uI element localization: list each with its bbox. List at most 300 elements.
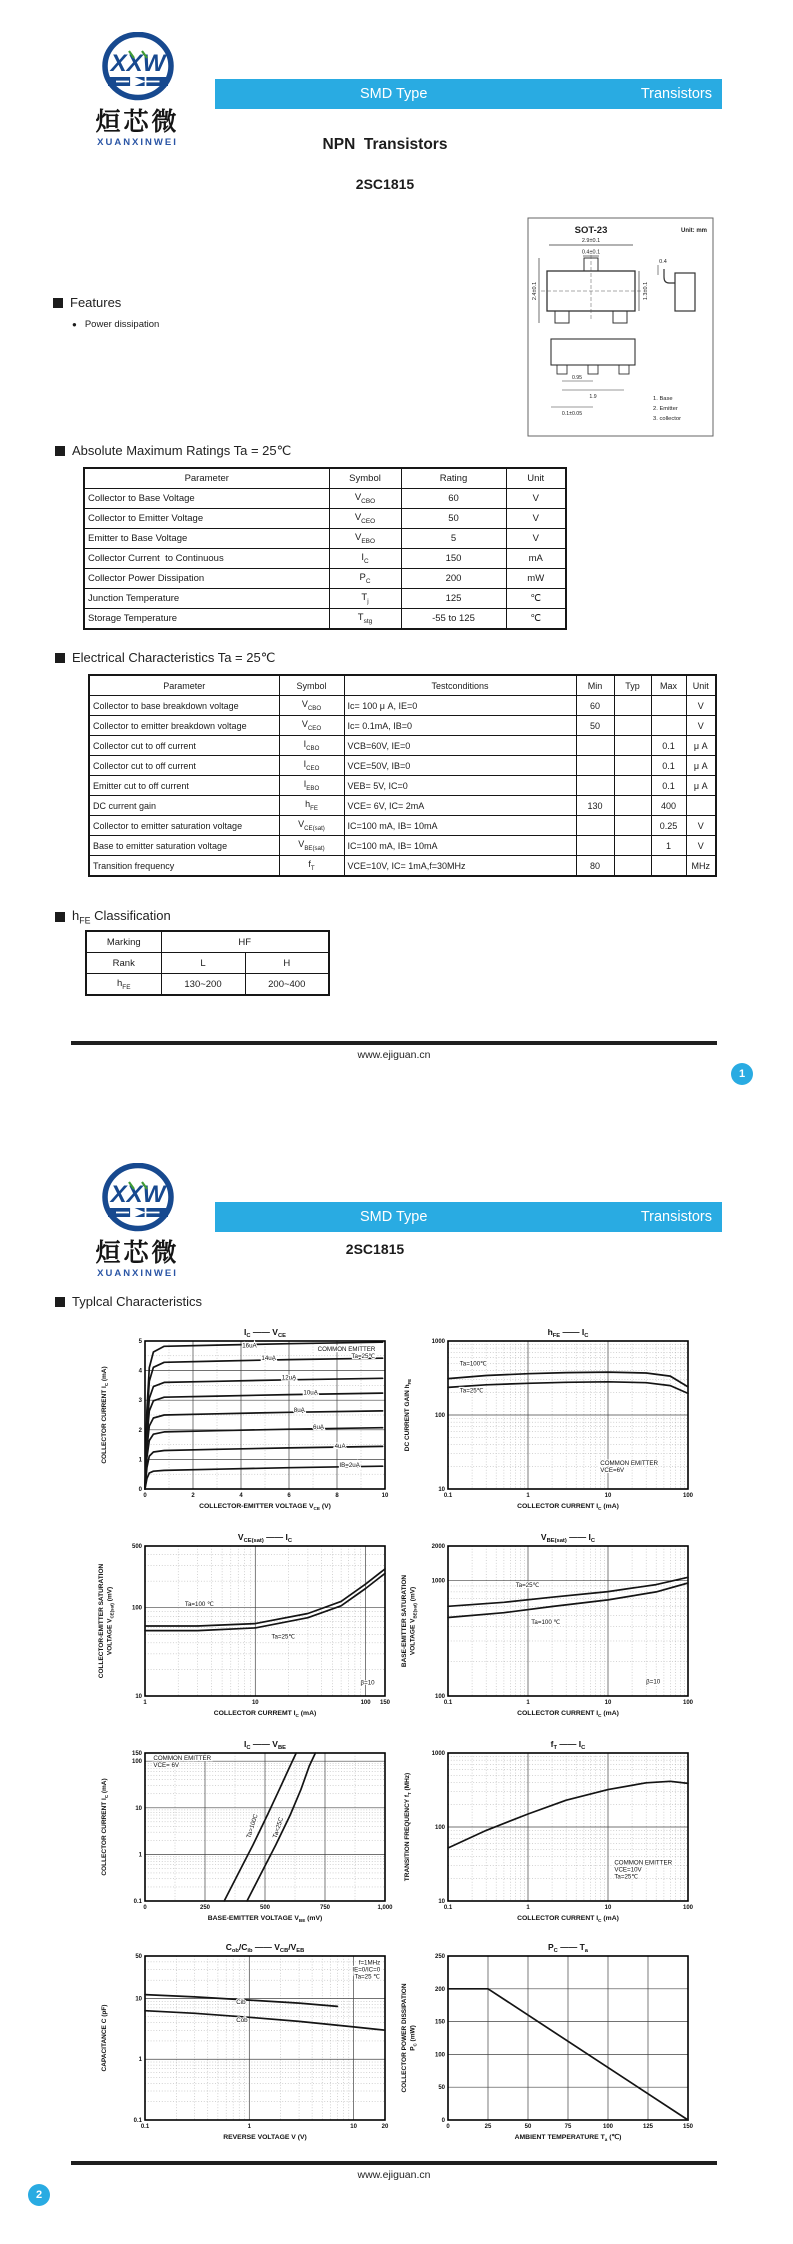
chart-annotation: f=1MHz IE=0/IC=0 Ta=25 ℃	[352, 1959, 381, 1981]
chart-dc-current-gain	[398, 1325, 698, 1521]
cell-rating: 60	[401, 489, 506, 509]
col-unit: Unit	[686, 675, 716, 696]
svg-text:100: 100	[131, 1759, 142, 1766]
svg-text:COLLECTOR CURRENT IC (mA): COLLECTOR CURRENT $I_C$ (mA)	[517, 1915, 619, 1923]
package-unit: Unit: mm	[681, 228, 707, 234]
svg-text:PC (mW): $P_C$ (mW)	[409, 2025, 418, 2051]
svg-text:100: 100	[434, 2052, 445, 2059]
chart-vce-saturation	[95, 1530, 395, 1728]
cell-typ	[614, 736, 651, 756]
cell-typ	[614, 696, 651, 716]
series-IB=10uA	[145, 1393, 383, 1489]
cell-unit: μ A	[686, 776, 716, 796]
cell-typ	[614, 836, 651, 856]
svg-text:1: 1	[138, 1457, 142, 1464]
chart-annotation: 8uA	[293, 1407, 305, 1415]
cell-symbol: $V_{CBO}$	[279, 696, 344, 716]
table-row	[89, 816, 716, 836]
cell-min	[576, 836, 614, 856]
abs-max-table	[83, 467, 567, 630]
svg-text:BASE-EMITTER SATURATION: BASE-EMITTER SATURATION	[401, 1574, 408, 1668]
svg-text:10: 10	[135, 1694, 142, 1700]
cell-unit: V	[686, 716, 716, 736]
cell-unit: μ A	[686, 756, 716, 776]
chart-transfer-characteristics	[95, 1737, 395, 1933]
cell-symbol: $I_C$	[329, 549, 401, 569]
table-row	[89, 756, 716, 776]
svg-text:500: 500	[131, 1544, 142, 1550]
svg-text:0: 0	[446, 2124, 450, 2130]
brand-name-cn: 烜芯微	[95, 1239, 180, 1267]
dim-lead: 0.4	[659, 259, 667, 265]
table-row	[84, 489, 566, 509]
svg-text:150: 150	[682, 2124, 694, 2130]
cell-min: 130	[576, 796, 614, 816]
electrical-table	[88, 674, 717, 877]
pin3-label: 3. collector	[653, 416, 682, 422]
chart-annotation: Ta=25C	[271, 1816, 286, 1840]
cell-symbol: $V_{EBO}$	[329, 529, 401, 549]
svg-text:10: 10	[604, 1700, 612, 1706]
cell-max	[651, 716, 686, 736]
table-row	[89, 856, 716, 877]
svg-text:IC —— VBE: $I_C$ —— $V_{BE}$	[244, 1739, 286, 1751]
table-row	[86, 931, 329, 953]
page-number-badge: 2	[28, 2184, 50, 2206]
col-symbol: Symbol	[329, 468, 401, 489]
cell-unit: ℃	[506, 589, 566, 609]
svg-text:20: 20	[381, 2124, 389, 2130]
cell-unit: V	[686, 816, 716, 836]
svg-text:25: 25	[484, 2124, 492, 2130]
brand-logo-icon	[100, 1163, 176, 1235]
chart-annotation: COMMON EMITTER VCE=6V	[600, 1460, 658, 1475]
svg-text:1: 1	[526, 1700, 530, 1706]
svg-text:1,000: 1,000	[377, 1905, 393, 1911]
cell-rating: 200	[401, 569, 506, 589]
chart-annotation: COMMON EMITTER Ta=25℃	[317, 1346, 376, 1361]
svg-text:10: 10	[604, 1493, 612, 1499]
svg-text:10: 10	[135, 1996, 142, 2003]
cell-test: VCE=50V, IB=0	[344, 756, 576, 776]
svg-text:VCE(sat) —— IC: $V_{CE(sat)}$ —— $I_C$	[237, 1532, 293, 1544]
cell-max: 0.1	[651, 756, 686, 776]
footer-website-link[interactable]: www.ejiguan.cn	[357, 1049, 431, 1061]
svg-text:0.1: 0.1	[133, 1899, 142, 1905]
cell-symbol: $f_T$	[279, 856, 344, 877]
cell-param: Collector cut to off current	[89, 756, 279, 776]
svg-text:250: 250	[434, 1954, 445, 1960]
svg-text:COLLECTOR-EMITTER SATURATION: COLLECTOR-EMITTER SATURATION	[98, 1563, 105, 1679]
col-min: Min	[576, 675, 614, 696]
chart-power-derating	[398, 1940, 698, 2152]
cell-test: Ic= 0.1mA, IB=0	[344, 716, 576, 736]
svg-text:COLLECTOR CURRENT IC (mA): COLLECTOR CURRENT $I_C$ (mA)	[101, 1778, 109, 1876]
package-name: SOT-23	[574, 225, 608, 236]
svg-text:0.1: 0.1	[140, 2124, 150, 2130]
cell-symbol: $I_{CEO}$	[279, 756, 344, 776]
typical-heading: Typlcal Characteristics	[55, 1294, 202, 1309]
dim-pin-width: 0.4±0.1	[581, 249, 601, 256]
cell-test: IC=100 mA, IB= 10mA	[344, 816, 576, 836]
cell-rating: 5	[401, 529, 506, 549]
cell-symbol: $V_{CEO}$	[329, 509, 401, 529]
svg-text:COLLECTOR CURRENT IC (mA): COLLECTOR CURRENT $I_C$ (mA)	[517, 1710, 619, 1718]
svg-text:75: 75	[564, 2124, 572, 2130]
chart-annotation: Ta=100℃	[459, 1360, 488, 1368]
svg-text:3: 3	[138, 1398, 142, 1405]
svg-text:2: 2	[138, 1427, 142, 1434]
chart-annotation: Ta=100C	[245, 1813, 260, 1840]
cell-unit	[686, 796, 716, 816]
svg-text:1000: 1000	[431, 1751, 445, 1757]
svg-text:10: 10	[604, 1905, 612, 1911]
chart-annotation: IB=2uA	[339, 1462, 360, 1470]
chart-output-characteristics	[95, 1325, 395, 1521]
svg-text:100: 100	[682, 1905, 694, 1911]
svg-text:1: 1	[138, 2057, 142, 2064]
brand-name-en: XUANXINWEI	[97, 1268, 178, 1279]
svg-text:10: 10	[350, 2124, 357, 2130]
chart-annotation: 6uA	[313, 1424, 325, 1432]
svg-text:1000: 1000	[431, 1339, 445, 1345]
chart-annotation: Cib	[236, 1999, 246, 2007]
cell-unit: ℃	[506, 609, 566, 630]
cell-max	[651, 856, 686, 877]
svg-text:10: 10	[251, 1700, 259, 1706]
svg-text:10: 10	[438, 1487, 445, 1493]
section-marker-icon	[53, 298, 63, 308]
title-bar	[215, 1202, 722, 1232]
cell-typ	[614, 796, 651, 816]
svg-text:150: 150	[379, 1700, 391, 1706]
cell-param: Junction Temperature	[84, 589, 329, 609]
svg-text:VBE(sat) —— IC: $V_{BE(sat)}$ —— $I_C$	[540, 1532, 596, 1544]
cell-rating: 50	[401, 509, 506, 529]
cell-symbol: $I_{EBO}$	[279, 776, 344, 796]
bullet-icon: ●	[72, 320, 77, 329]
pin2-label: 2. Emitter	[653, 406, 678, 412]
col-unit: Unit	[506, 468, 566, 489]
table-row	[84, 529, 566, 549]
cell-param: Collector to emitter saturation voltage	[89, 816, 279, 836]
cell-rank-label: Rank	[86, 953, 161, 974]
col-max: Max	[651, 675, 686, 696]
cell-min	[576, 816, 614, 836]
dim-standoff: 0.1±0.05	[561, 411, 583, 417]
series-IB=2uA	[145, 1466, 383, 1489]
svg-text:100: 100	[682, 1700, 694, 1706]
svg-text:COLLECTOR CURRENT IC (mA): COLLECTOR CURRENT $I_C$ (mA)	[517, 1503, 619, 1511]
svg-text:PC —— Ta: $P_C$ —— $T_a$	[548, 1942, 588, 1954]
svg-text:1: 1	[143, 1700, 147, 1706]
cell-param: Collector to Emitter Voltage	[84, 509, 329, 529]
doc-title-npn: NPN Transistors	[322, 136, 448, 153]
chart-annotation: 4uA	[334, 1443, 346, 1451]
cell-min	[576, 756, 614, 776]
svg-text:125: 125	[642, 2124, 654, 2130]
svg-text:0: 0	[143, 1905, 147, 1911]
svg-text:1: 1	[138, 1852, 142, 1859]
chart-annotation: 12uA	[281, 1374, 297, 1382]
table-row	[84, 569, 566, 589]
cell-symbol: $I_{CBO}$	[279, 736, 344, 756]
table-row	[89, 836, 716, 856]
col-parameter: Parameter	[89, 675, 279, 696]
hfe-class-heading: $h_{FE}$ Classification	[55, 908, 171, 926]
cell-symbol: $V_{CBO}$	[329, 489, 401, 509]
svg-text:0: 0	[441, 2118, 445, 2124]
svg-text:10: 10	[135, 1805, 142, 1812]
cell-symbol: $T_{stg}$	[329, 609, 401, 630]
cell-unit: V	[686, 836, 716, 856]
table-row	[84, 549, 566, 569]
title-bar-transistors: Transistors	[640, 86, 712, 102]
col-rating: Rating	[401, 468, 506, 489]
svg-text:10: 10	[381, 1493, 389, 1499]
cell-param: DC current gain	[89, 796, 279, 816]
cell-unit: V	[506, 489, 566, 509]
cell-symbol: $h_{FE}$	[279, 796, 344, 816]
cell-max: 0.1	[651, 736, 686, 756]
svg-text:1: 1	[526, 1905, 530, 1911]
cell-max: 400	[651, 796, 686, 816]
col-testconditions: Testconditions	[344, 675, 576, 696]
brand-name-en: XUANXINWEI	[97, 137, 178, 148]
cell-rating: 125	[401, 589, 506, 609]
cell-unit: μ A	[686, 736, 716, 756]
cell-param: Collector Power Dissipation	[84, 569, 329, 589]
svg-text:0: 0	[138, 1487, 142, 1493]
cell-rating: 150	[401, 549, 506, 569]
svg-text:DC CURRENT GAIN hFE: DC CURRENT GAIN $h_{FE}$	[404, 1378, 412, 1452]
svg-text:150: 150	[131, 1751, 142, 1757]
cell-max: 1	[651, 836, 686, 856]
svg-text:BASE-EMITTER VOLTAGE VBE (: BASE-EMITTER VOLTAGE $V_{BE}$ (mV)	[207, 1915, 323, 1923]
svg-text:Cob/Cib —— VCB/VEB: $C_{ob}/C_{ib}$ —— $V_{CB}/V_{EB}$	[225, 1942, 305, 1954]
electrical-heading: Electrical Characteristics Ta = 25℃	[55, 650, 275, 666]
feature-item: ● Power dissipation	[72, 319, 160, 330]
cell-min: 50	[576, 716, 614, 736]
svg-text:COLLECTOR-EMITTER VOLTAGE V: COLLECTOR-EMITTER VOLTAGE $V_{CE}$ (V)	[199, 1503, 331, 1511]
svg-text:100: 100	[131, 1605, 142, 1612]
table-header-row	[89, 675, 716, 696]
footer-website-link[interactable]: www.ejiguan.cn	[357, 2169, 431, 2181]
svg-text:0.1: 0.1	[443, 1905, 453, 1911]
svg-text:CAPACITANCE C (pF): CAPACITANCE C (pF)	[101, 2004, 108, 2072]
svg-text:REVERSE VOLTAGE V (V): REVERSE VOLTAGE V (V)	[223, 2134, 307, 2141]
table-row	[86, 953, 329, 974]
svg-text:IC —— VCE: $I_C$ —— $V_{CE}$	[244, 1327, 286, 1339]
cell-rank-l: L	[161, 953, 245, 974]
svg-text:8: 8	[335, 1493, 339, 1499]
chart-annotation: Ta=25℃	[459, 1387, 484, 1395]
series-fT	[448, 1781, 688, 1848]
chart-transition-frequency	[398, 1737, 698, 1933]
package-drawing	[527, 217, 714, 437]
table-row	[89, 716, 716, 736]
cell-param: Collector to Base Voltage	[84, 489, 329, 509]
chart-annotation: 14uA	[261, 1354, 276, 1362]
section-marker-icon	[55, 1297, 65, 1307]
svg-text:4: 4	[239, 1493, 243, 1499]
cell-test: Ic= 100 μ A, IE=0	[344, 696, 576, 716]
cell-typ	[614, 856, 651, 877]
cell-max	[651, 696, 686, 716]
part-number: 2SC1815	[355, 176, 415, 192]
svg-text:COLLECTOR CURREMT IC (mA): COLLECTOR CURREMT $I_C$ (mA)	[213, 1710, 317, 1718]
cell-unit: MHz	[686, 856, 716, 877]
table-row	[89, 736, 716, 756]
dim-body-height: 1.3±0.1	[643, 281, 649, 301]
svg-text:0.1: 0.1	[443, 1493, 453, 1499]
cell-param: Collector to emitter breakdown voltage	[89, 716, 279, 736]
svg-text:0.1: 0.1	[443, 1700, 453, 1706]
svg-text:hFE —— IC: $h_{FE}$ —— $I_C$	[547, 1327, 589, 1339]
svg-text:100: 100	[682, 1493, 694, 1499]
cell-test: VCB=60V, IE=0	[344, 736, 576, 756]
cell-unit: mW	[506, 569, 566, 589]
cell-rating: -55 to 125	[401, 609, 506, 630]
dim-span: 1.9	[589, 394, 597, 400]
svg-text:TRANSITION FREQUENCY fT (M: TRANSITION FREQUENCY $f_T$ (MHz)	[404, 1772, 412, 1882]
cell-hfe-h: 200~400	[245, 974, 329, 996]
svg-text:6: 6	[287, 1493, 291, 1499]
chart-annotation: Ta=100 ℃	[531, 1619, 561, 1627]
cell-unit: V	[506, 509, 566, 529]
table-header-row	[84, 468, 566, 489]
cell-symbol: $V_{CEO}$	[279, 716, 344, 736]
cell-param: Collector Current to Continuous	[84, 549, 329, 569]
table-row	[89, 696, 716, 716]
brand-logo	[85, 32, 190, 148]
svg-text:250: 250	[199, 1905, 211, 1911]
cell-typ	[614, 776, 651, 796]
svg-text:0: 0	[143, 1493, 147, 1499]
svg-text:500: 500	[259, 1905, 271, 1911]
svg-text:150: 150	[434, 2019, 445, 2026]
svg-text:100: 100	[434, 1413, 445, 1419]
cell-unit: mA	[506, 549, 566, 569]
title-bar	[215, 79, 722, 109]
svg-text:1: 1	[247, 2124, 251, 2130]
cell-test: VCE= 6V, IC= 2mA	[344, 796, 576, 816]
cell-param: Collector to base breakdown voltage	[89, 696, 279, 716]
cell-symbol: $P_C$	[329, 569, 401, 589]
col-typ: Typ	[614, 675, 651, 696]
svg-text:XXW: XXW	[110, 1181, 165, 1208]
cell-param: Collector cut to off current	[89, 736, 279, 756]
svg-text:1: 1	[526, 1493, 530, 1499]
cell-typ	[614, 716, 651, 736]
abs-max-heading: Absolute Maximum Ratings Ta = 25℃	[55, 443, 291, 459]
cell-param: Emitter to Base Voltage	[84, 529, 329, 549]
cell-param: Storage Temperature	[84, 609, 329, 630]
series-IB=6uA	[145, 1428, 383, 1489]
cell-hfe-l: 130~200	[161, 974, 245, 996]
part-number: 2SC1815	[345, 1241, 405, 1257]
cell-test: IC=100 mA, IB= 10mA	[344, 836, 576, 856]
series-Ta=100C	[448, 1583, 688, 1618]
cell-rank-h: H	[245, 953, 329, 974]
dim-body-width: 2.9±0.1	[581, 238, 601, 244]
chart-annotation: 16uA	[242, 1342, 257, 1350]
cell-param: Base to emitter saturation voltage	[89, 836, 279, 856]
svg-text:VOLTAGE VBE(sat) (mV): VOLTAGE $V_{BE(sat)}$ (mV)	[409, 1586, 418, 1656]
page-number-badge: 1	[731, 1063, 753, 1085]
title-bar-smd-type: SMD Type	[360, 86, 428, 102]
cell-symbol: $T_j$	[329, 589, 401, 609]
svg-text:100: 100	[602, 2124, 614, 2130]
cell-max: 0.1	[651, 776, 686, 796]
section-marker-icon	[55, 912, 65, 922]
table-row	[86, 974, 329, 996]
chart-annotation: 10uA	[303, 1389, 318, 1397]
table-row	[84, 609, 566, 630]
cell-param: Transition frequency	[89, 856, 279, 877]
svg-text:5: 5	[138, 1339, 142, 1345]
svg-text:100: 100	[434, 1825, 445, 1831]
brand-logo	[85, 1163, 190, 1279]
svg-text:1000: 1000	[431, 1578, 445, 1585]
svg-text:fT —— IC: $f_T$ —— $I_C$	[550, 1739, 586, 1751]
svg-text:COLLECTOR CURRENT IC (mA): COLLECTOR CURRENT $I_C$ (mA)	[101, 1366, 109, 1464]
cell-max: 0.25	[651, 816, 686, 836]
cell-min: 80	[576, 856, 614, 877]
chart-annotation: Ta=100 ℃	[184, 1600, 215, 1608]
footer-rule	[71, 2161, 717, 2165]
cell-test: VCE=10V, IC= 1mA,f=30MHz	[344, 856, 576, 877]
chart-annotation: COMMON EMITTER VCE=10V Ta=25℃	[614, 1859, 673, 1881]
cell-marking-label: Marking	[86, 931, 161, 953]
cell-min: 60	[576, 696, 614, 716]
footer-rule	[71, 1041, 717, 1045]
svg-text:750: 750	[319, 1905, 331, 1911]
cell-min	[576, 736, 614, 756]
series-Ta=100C	[145, 1569, 385, 1626]
section-marker-icon	[55, 446, 65, 456]
cell-symbol: $V_{CE(sat)}$	[279, 816, 344, 836]
table-row	[89, 796, 716, 816]
pin1-label: 1. Base	[653, 396, 673, 402]
svg-text:0.1: 0.1	[133, 2118, 142, 2124]
dim-total-height: 2.4±0.1	[532, 281, 538, 301]
section-marker-icon	[55, 653, 65, 663]
cell-hfe-label: $h_{FE}$	[86, 974, 161, 996]
svg-text:200: 200	[434, 1986, 445, 1993]
cell-unit: V	[506, 529, 566, 549]
brand-name-cn: 烜芯微	[95, 108, 180, 136]
svg-text:100: 100	[434, 1694, 445, 1700]
svg-text:50: 50	[135, 1954, 142, 1960]
cell-typ	[614, 816, 651, 836]
chart-capacitance	[95, 1940, 395, 2152]
cell-param: Emitter cut to off current	[89, 776, 279, 796]
svg-text:2000: 2000	[431, 1544, 445, 1550]
col-parameter: Parameter	[84, 468, 329, 489]
svg-text:10: 10	[438, 1899, 445, 1905]
cell-min	[576, 776, 614, 796]
hfe-class-table	[85, 930, 330, 996]
brand-logo-icon	[100, 32, 176, 104]
svg-text:50: 50	[438, 2085, 445, 2092]
series-Ta=25C	[448, 1382, 688, 1394]
table-row	[84, 589, 566, 609]
title-bar-transistors: Transistors	[640, 1209, 712, 1225]
svg-text:2: 2	[191, 1493, 195, 1499]
cell-test: VEB= 5V, IC=0	[344, 776, 576, 796]
chart-annotation: β=10	[646, 1678, 661, 1686]
